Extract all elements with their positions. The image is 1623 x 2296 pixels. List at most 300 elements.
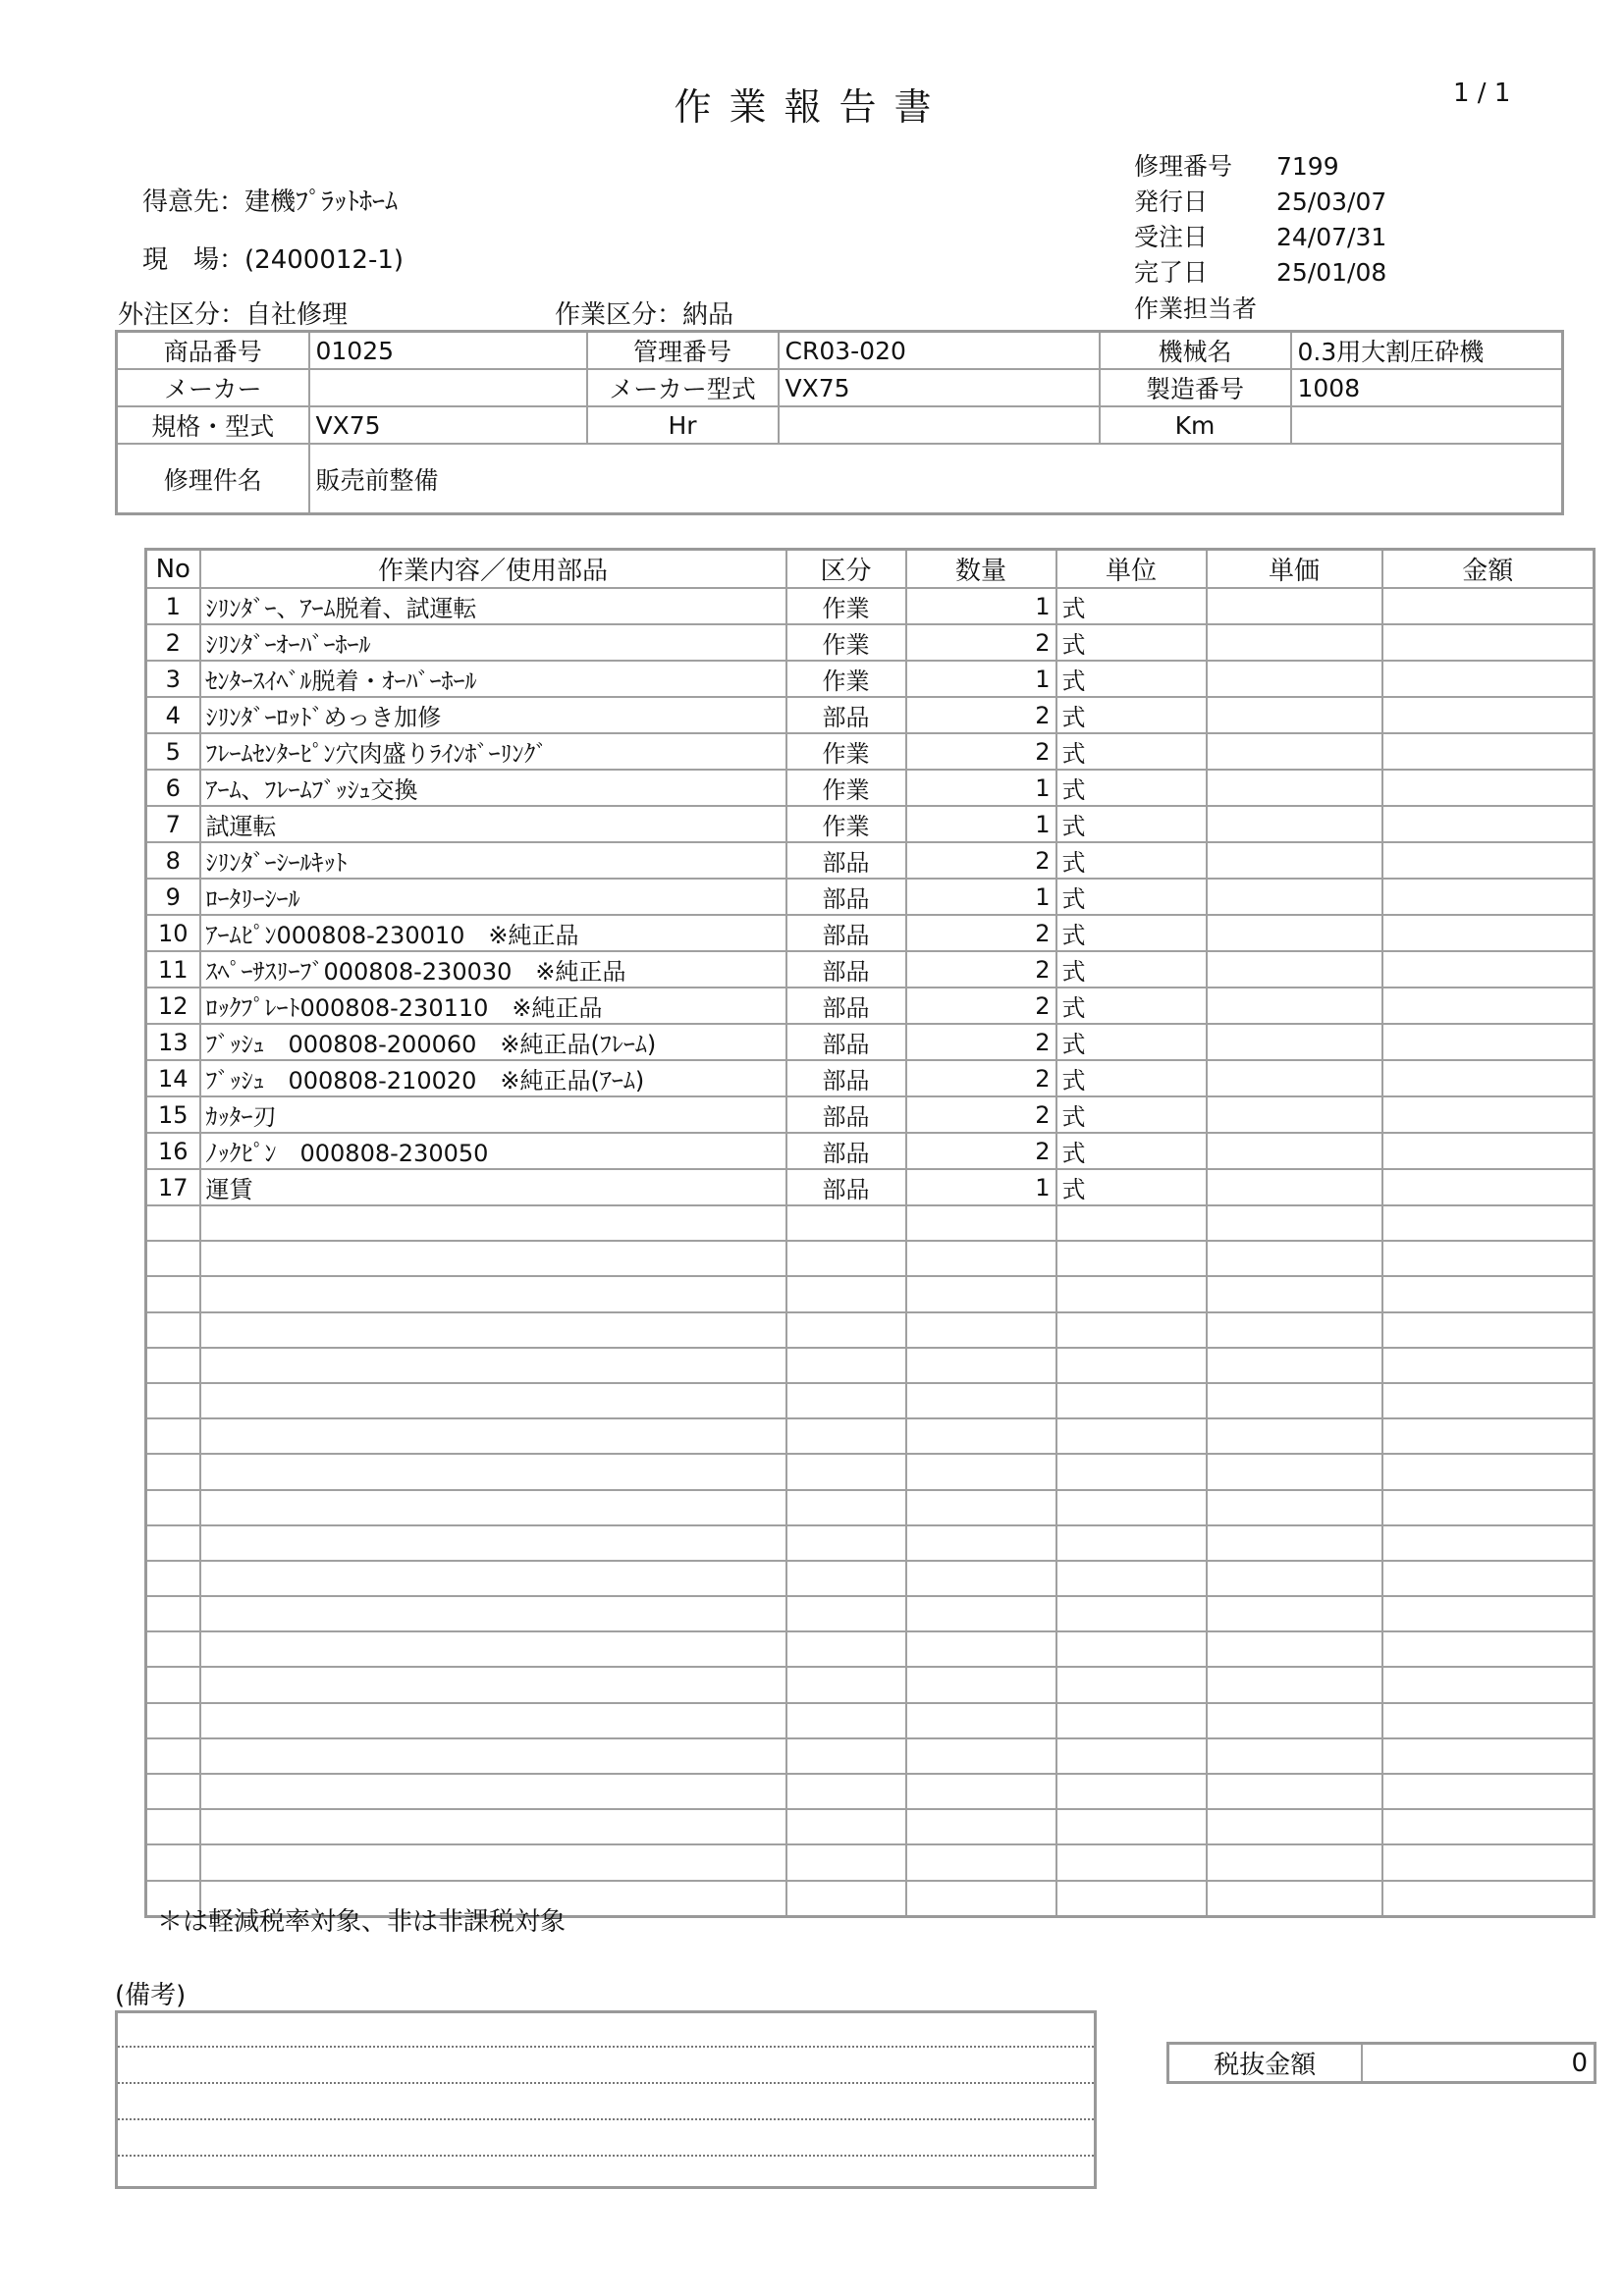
empty-row — [146, 1774, 1595, 1809]
equipment-info-table — [115, 330, 1564, 515]
empty-cell — [1056, 1276, 1207, 1311]
empty-cell — [1056, 1631, 1207, 1667]
item-qty: 1 — [906, 806, 1056, 842]
empty-cell — [1056, 1383, 1207, 1418]
subtotal-value: 0 — [1362, 2044, 1596, 2083]
empty-cell — [1056, 1774, 1207, 1809]
km-label: Km — [1100, 406, 1291, 444]
item-desc: ｼﾘﾝﾀﾞｰｼｰﾙｷｯﾄ — [200, 842, 786, 879]
empty-row — [146, 1241, 1595, 1276]
table-row — [146, 806, 1595, 842]
item-unit: 式 — [1056, 661, 1207, 697]
item-amount — [1382, 879, 1595, 915]
empty-cell — [200, 1596, 786, 1631]
empty-cell — [786, 1525, 906, 1561]
empty-cell — [1382, 1596, 1595, 1631]
item-unit-price — [1207, 879, 1382, 915]
empty-cell — [200, 1844, 786, 1880]
empty-cell — [1207, 1631, 1382, 1667]
remarks-line — [118, 2082, 1094, 2084]
empty-cell — [1382, 1881, 1595, 1917]
item-unit-price — [1207, 1024, 1382, 1060]
page-number: 1 / 1 — [1453, 79, 1511, 108]
empty-row — [146, 1738, 1595, 1774]
item-qty: 2 — [906, 1024, 1056, 1060]
item-no: 7 — [146, 806, 200, 842]
empty-cell — [786, 1418, 906, 1454]
empty-cell — [200, 1490, 786, 1525]
empty-cell — [1382, 1241, 1595, 1276]
empty-cell — [786, 1276, 906, 1311]
empty-cell — [786, 1631, 906, 1667]
meta-key: 作業担当者 — [1134, 294, 1258, 323]
empty-cell — [1207, 1667, 1382, 1702]
item-unit: 式 — [1056, 1024, 1207, 1060]
customer-value: 建機ﾌﾟﾗｯﾄﾎｰﾑ — [244, 187, 399, 217]
item-unit-price — [1207, 588, 1382, 624]
empty-cell — [1382, 1631, 1595, 1667]
empty-cell — [906, 1383, 1056, 1418]
items-header-row — [146, 550, 1595, 589]
item-amount — [1382, 697, 1595, 733]
serial-label: 製造番号 — [1100, 369, 1291, 406]
work-type-label: 作業区分： — [555, 300, 683, 330]
empty-cell — [1207, 1490, 1382, 1525]
empty-cell — [1382, 1383, 1595, 1418]
item-unit-price — [1207, 1133, 1382, 1169]
empty-row — [146, 1312, 1595, 1348]
table-row — [146, 1060, 1595, 1096]
empty-cell — [1056, 1205, 1207, 1241]
empty-cell — [1382, 1418, 1595, 1454]
machine-value: 0.3用大割圧砕機 — [1291, 332, 1563, 370]
remarks-label: (備考) — [115, 1981, 187, 2010]
empty-cell — [1056, 1525, 1207, 1561]
empty-cell — [146, 1348, 200, 1383]
item-category: 部品 — [786, 697, 906, 733]
empty-cell — [786, 1844, 906, 1880]
empty-cell — [1056, 1561, 1207, 1596]
table-row — [146, 951, 1595, 988]
item-amount — [1382, 661, 1595, 697]
item-desc: ｱｰﾑ、ﾌﾚｰﾑﾌﾞｯｼｭ交換 — [200, 770, 786, 806]
empty-cell — [146, 1490, 200, 1525]
mgmt-no-value: CR03-020 — [779, 332, 1100, 370]
empty-cell — [906, 1454, 1056, 1489]
empty-cell — [1207, 1525, 1382, 1561]
empty-cell — [906, 1525, 1056, 1561]
empty-cell — [906, 1596, 1056, 1631]
customer — [142, 182, 398, 218]
table-row — [146, 624, 1595, 661]
empty-cell — [146, 1312, 200, 1348]
col-qty: 数量 — [906, 550, 1056, 589]
item-no: 5 — [146, 733, 200, 770]
meta-value: 7199 — [1276, 152, 1339, 181]
item-category: 部品 — [786, 879, 906, 915]
item-no: 3 — [146, 661, 200, 697]
empty-row — [146, 1205, 1595, 1241]
item-no: 2 — [146, 624, 200, 661]
empty-cell — [1056, 1490, 1207, 1525]
item-unit: 式 — [1056, 697, 1207, 733]
empty-cell — [146, 1738, 200, 1774]
empty-cell — [906, 1738, 1056, 1774]
empty-cell — [146, 1205, 200, 1241]
empty-cell — [1056, 1418, 1207, 1454]
meta-value: 24/07/31 — [1276, 223, 1387, 251]
empty-cell — [1207, 1205, 1382, 1241]
empty-cell — [146, 1809, 200, 1844]
item-unit: 式 — [1056, 588, 1207, 624]
empty-row — [146, 1418, 1595, 1454]
empty-cell — [786, 1241, 906, 1276]
empty-cell — [786, 1454, 906, 1489]
item-unit-price — [1207, 770, 1382, 806]
empty-cell — [146, 1631, 200, 1667]
empty-cell — [146, 1525, 200, 1561]
empty-cell — [1207, 1774, 1382, 1809]
empty-cell — [200, 1774, 786, 1809]
item-category: 作業 — [786, 661, 906, 697]
col-amount: 金額 — [1382, 550, 1595, 589]
empty-cell — [1382, 1205, 1595, 1241]
customer-label: 得意先： — [142, 187, 245, 217]
empty-cell — [1207, 1881, 1382, 1917]
empty-cell — [146, 1561, 200, 1596]
maker-value — [309, 369, 587, 406]
machine-label: 機械名 — [1100, 332, 1291, 370]
empty-row — [146, 1809, 1595, 1844]
item-qty: 1 — [906, 879, 1056, 915]
empty-cell — [200, 1312, 786, 1348]
item-no: 17 — [146, 1169, 200, 1205]
empty-cell — [1382, 1276, 1595, 1311]
empty-cell — [1207, 1348, 1382, 1383]
empty-row — [146, 1525, 1595, 1561]
empty-cell — [1382, 1738, 1595, 1774]
item-desc: ｼﾘﾝﾀﾞｰﾛｯﾄﾞめっき加修 — [200, 697, 786, 733]
empty-row — [146, 1844, 1595, 1880]
empty-row — [146, 1490, 1595, 1525]
empty-cell — [786, 1667, 906, 1702]
item-qty: 2 — [906, 624, 1056, 661]
meta-issue-date — [1134, 183, 1386, 218]
empty-cell — [906, 1809, 1056, 1844]
item-qty: 2 — [906, 988, 1056, 1024]
empty-cell — [200, 1418, 786, 1454]
item-no: 16 — [146, 1133, 200, 1169]
empty-cell — [786, 1738, 906, 1774]
empty-cell — [200, 1631, 786, 1667]
item-unit: 式 — [1056, 1060, 1207, 1096]
table-row — [146, 1024, 1595, 1060]
empty-cell — [146, 1241, 200, 1276]
work-type — [555, 294, 733, 331]
maker-label: メーカー — [117, 369, 309, 406]
site-label: 現 場： — [142, 245, 245, 275]
item-amount — [1382, 951, 1595, 988]
product-no-label: 商品番号 — [117, 332, 309, 370]
remarks-line — [118, 2118, 1094, 2120]
empty-cell — [1056, 1596, 1207, 1631]
site-value: (2400012-1) — [244, 245, 405, 275]
meta-value: 25/01/08 — [1276, 258, 1387, 287]
item-category: 作業 — [786, 806, 906, 842]
items-table — [144, 548, 1596, 1918]
empty-cell — [786, 1881, 906, 1917]
col-desc: 作業内容／使用部品 — [200, 550, 786, 589]
empty-cell — [906, 1205, 1056, 1241]
item-no: 8 — [146, 842, 200, 879]
empty-cell — [1056, 1454, 1207, 1489]
item-desc: 運賃 — [200, 1169, 786, 1205]
empty-cell — [200, 1241, 786, 1276]
spec-value: VX75 — [309, 406, 587, 444]
empty-cell — [200, 1738, 786, 1774]
empty-cell — [906, 1490, 1056, 1525]
col-unit-price: 単価 — [1207, 550, 1382, 589]
item-desc: ﾉｯｸﾋﾟﾝ 000808-230050 — [200, 1133, 786, 1169]
empty-cell — [1207, 1844, 1382, 1880]
item-unit: 式 — [1056, 1133, 1207, 1169]
empty-cell — [1207, 1596, 1382, 1631]
empty-cell — [146, 1667, 200, 1702]
item-amount — [1382, 588, 1595, 624]
item-no: 14 — [146, 1060, 200, 1096]
outsourcing-label: 外注区分： — [118, 300, 246, 330]
empty-cell — [1056, 1844, 1207, 1880]
subtotal-table — [1166, 2042, 1596, 2084]
item-desc: ｾﾝﾀｰｽｲﾍﾞﾙ脱着・ｵｰﾊﾞｰﾎｰﾙ — [200, 661, 786, 697]
item-unit: 式 — [1056, 1096, 1207, 1133]
repair-title-label: 修理件名 — [117, 444, 309, 514]
meta-key: 修理番号 — [1134, 152, 1233, 181]
item-unit-price — [1207, 915, 1382, 951]
serial-value: 1008 — [1291, 369, 1563, 406]
empty-row — [146, 1596, 1595, 1631]
empty-cell — [1056, 1809, 1207, 1844]
empty-cell — [786, 1561, 906, 1596]
item-category: 部品 — [786, 915, 906, 951]
empty-cell — [906, 1774, 1056, 1809]
item-category: 部品 — [786, 1133, 906, 1169]
col-no: No — [146, 550, 200, 589]
item-no: 15 — [146, 1096, 200, 1133]
empty-cell — [1056, 1348, 1207, 1383]
item-qty: 2 — [906, 1096, 1056, 1133]
empty-cell — [146, 1276, 200, 1311]
empty-cell — [1207, 1703, 1382, 1738]
empty-cell — [200, 1205, 786, 1241]
item-category: 部品 — [786, 842, 906, 879]
meta-key: 完了日 — [1134, 258, 1209, 287]
item-desc: ｶｯﾀｰ刃 — [200, 1096, 786, 1133]
empty-cell — [906, 1561, 1056, 1596]
item-no: 4 — [146, 697, 200, 733]
empty-row — [146, 1703, 1595, 1738]
empty-cell — [1056, 1881, 1207, 1917]
empty-cell — [906, 1703, 1056, 1738]
empty-cell — [1207, 1276, 1382, 1311]
item-amount — [1382, 1060, 1595, 1096]
empty-cell — [906, 1418, 1056, 1454]
item-desc: ｼﾘﾝﾀﾞｰｵｰﾊﾞｰﾎｰﾙ — [200, 624, 786, 661]
empty-cell — [1382, 1561, 1595, 1596]
empty-cell — [906, 1881, 1056, 1917]
item-no: 6 — [146, 770, 200, 806]
product-no-value: 01025 — [309, 332, 587, 370]
empty-cell — [1207, 1809, 1382, 1844]
empty-cell — [1382, 1312, 1595, 1348]
item-qty: 2 — [906, 915, 1056, 951]
empty-cell — [1382, 1844, 1595, 1880]
item-unit-price — [1207, 624, 1382, 661]
empty-cell — [200, 1703, 786, 1738]
item-qty: 2 — [906, 842, 1056, 879]
item-unit: 式 — [1056, 1169, 1207, 1205]
empty-cell — [200, 1667, 786, 1702]
item-desc: ﾌﾚｰﾑｾﾝﾀｰﾋﾟﾝ穴肉盛りﾗｲﾝﾎﾞｰﾘﾝｸﾞ — [200, 733, 786, 770]
empty-cell — [1056, 1312, 1207, 1348]
table-row — [146, 842, 1595, 879]
maker-model-value: VX75 — [779, 369, 1100, 406]
empty-cell — [146, 1383, 200, 1418]
empty-cell — [1382, 1525, 1595, 1561]
empty-cell — [200, 1348, 786, 1383]
empty-cell — [786, 1774, 906, 1809]
item-amount — [1382, 770, 1595, 806]
empty-cell — [200, 1383, 786, 1418]
item-no: 11 — [146, 951, 200, 988]
meta-key: 受注日 — [1134, 223, 1209, 251]
item-no: 1 — [146, 588, 200, 624]
empty-row — [146, 1667, 1595, 1702]
table-row — [146, 915, 1595, 951]
item-unit-price — [1207, 988, 1382, 1024]
item-qty: 1 — [906, 1169, 1056, 1205]
item-desc: 試運転 — [200, 806, 786, 842]
empty-cell — [1207, 1418, 1382, 1454]
item-category: 部品 — [786, 1096, 906, 1133]
tax-note: ＊は軽減税率対象、非は非課税対象 — [157, 1907, 567, 1937]
empty-cell — [1056, 1241, 1207, 1276]
item-qty: 1 — [906, 661, 1056, 697]
table-row — [146, 879, 1595, 915]
item-unit: 式 — [1056, 915, 1207, 951]
meta-key: 発行日 — [1134, 187, 1209, 216]
item-unit-price — [1207, 951, 1382, 988]
item-unit-price — [1207, 1169, 1382, 1205]
col-unit: 単位 — [1056, 550, 1207, 589]
meta-order-date — [1134, 218, 1386, 253]
item-category: 作業 — [786, 588, 906, 624]
item-no: 10 — [146, 915, 200, 951]
empty-cell — [1056, 1703, 1207, 1738]
mgmt-no-label: 管理番号 — [587, 332, 779, 370]
item-desc: ｼﾘﾝﾀﾞｰ、ｱｰﾑ脱着、試運転 — [200, 588, 786, 624]
item-desc: ｽﾍﾟｰｻｽﾘｰﾌﾞ000808-230030 ※純正品 — [200, 951, 786, 988]
item-no: 13 — [146, 1024, 200, 1060]
item-category: 部品 — [786, 1060, 906, 1096]
empty-cell — [200, 1525, 786, 1561]
item-unit-price — [1207, 661, 1382, 697]
table-row — [146, 1133, 1595, 1169]
item-qty: 1 — [906, 770, 1056, 806]
item-desc: ﾛｰﾀﾘｰｼｰﾙ — [200, 879, 786, 915]
item-category: 作業 — [786, 733, 906, 770]
item-desc: ﾌﾞｯｼｭ 000808-200060 ※純正品(ﾌﾚｰﾑ) — [200, 1024, 786, 1060]
remarks-line — [118, 2046, 1094, 2048]
item-category: 部品 — [786, 951, 906, 988]
empty-cell — [1207, 1561, 1382, 1596]
item-category: 作業 — [786, 624, 906, 661]
item-unit-price — [1207, 806, 1382, 842]
empty-row — [146, 1383, 1595, 1418]
hr-value — [779, 406, 1100, 444]
item-unit-price — [1207, 842, 1382, 879]
site — [142, 240, 404, 276]
item-unit-price — [1207, 697, 1382, 733]
empty-row — [146, 1348, 1595, 1383]
item-unit-price — [1207, 1096, 1382, 1133]
empty-cell — [786, 1596, 906, 1631]
item-category: 部品 — [786, 1169, 906, 1205]
empty-cell — [906, 1241, 1056, 1276]
table-row — [146, 733, 1595, 770]
table-row — [146, 988, 1595, 1024]
item-amount — [1382, 806, 1595, 842]
meta-staff — [1134, 290, 1276, 325]
item-qty: 2 — [906, 697, 1056, 733]
item-qty: 2 — [906, 1133, 1056, 1169]
item-unit: 式 — [1056, 624, 1207, 661]
item-amount — [1382, 624, 1595, 661]
empty-cell — [200, 1454, 786, 1489]
km-value — [1291, 406, 1563, 444]
empty-cell — [786, 1348, 906, 1383]
work-type-value: 納品 — [682, 300, 734, 330]
empty-row — [146, 1276, 1595, 1311]
empty-cell — [146, 1844, 200, 1880]
remarks-line — [118, 2155, 1094, 2157]
item-unit: 式 — [1056, 951, 1207, 988]
subtotal-label: 税抜金額 — [1168, 2044, 1362, 2083]
col-cat: 区分 — [786, 550, 906, 589]
empty-cell — [906, 1312, 1056, 1348]
table-row — [146, 697, 1595, 733]
item-no: 12 — [146, 988, 200, 1024]
empty-cell — [146, 1418, 200, 1454]
empty-cell — [1382, 1490, 1595, 1525]
empty-cell — [1382, 1667, 1595, 1702]
empty-cell — [906, 1631, 1056, 1667]
table-row — [146, 770, 1595, 806]
empty-cell — [906, 1348, 1056, 1383]
item-unit: 式 — [1056, 770, 1207, 806]
item-unit-price — [1207, 733, 1382, 770]
empty-row — [146, 1454, 1595, 1489]
item-desc: ｱｰﾑﾋﾟﾝ000808-230010 ※純正品 — [200, 915, 786, 951]
item-amount — [1382, 915, 1595, 951]
empty-cell — [1207, 1312, 1382, 1348]
item-qty: 1 — [906, 588, 1056, 624]
empty-cell — [146, 1596, 200, 1631]
item-qty: 2 — [906, 951, 1056, 988]
item-desc: ﾛｯｸﾌﾟﾚｰﾄ000808-230110 ※純正品 — [200, 988, 786, 1024]
repair-title-value: 販売前整備 — [309, 444, 1563, 514]
item-unit: 式 — [1056, 733, 1207, 770]
